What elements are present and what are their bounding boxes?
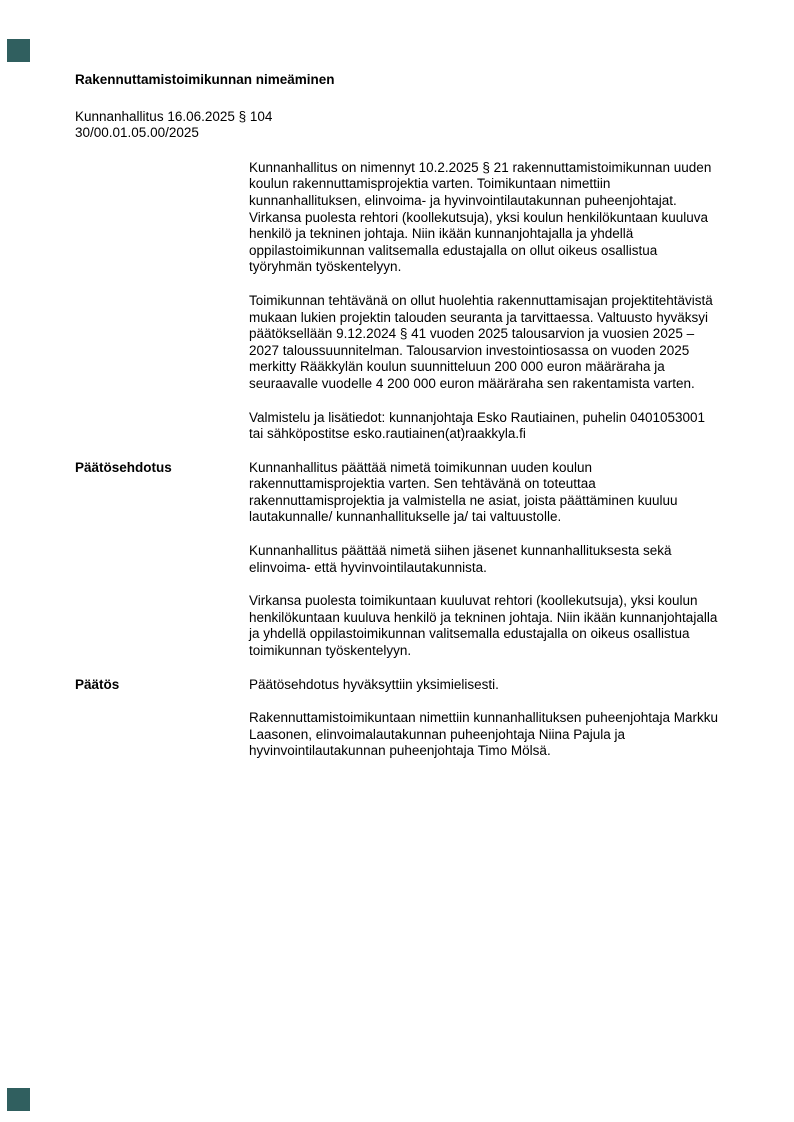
section-body-paatos [249,677,720,777]
section-label-paatos: Päätös [75,676,120,692]
section-intro [75,160,720,460]
diary-number: 30/00.01.05.00/2025 [75,125,199,141]
section-paatos [75,677,720,777]
paragraph: Kunnanhallitus on nimennyt 10.2.2025 § 21 rakennuttamistoimikunnan uuden koulun rakennuttamisprojektia varten. Toimikuntaan nimettiin kunnanhallituksen, elinvoima- ja hyvinvointilautakunnan puheenjohtajat. Virkansa puolesta rehtori (koollekutsuja), yksi koulun henkilökuntaan kuuluva henkilö ja tekninen johtaja. Niin ikään kunnanjohtajalla ja yhdellä oppilastoimikunnan valitsemalla edustajalla on ollut oikeus osallistua työryhmän työskentelyyn. [249,159,712,275]
paragraph: Rakennuttamistoimikuntaan nimettiin kunnanhallituksen puheenjohtaja Markku Laasonen, elinvoimalautakunnan puheenjohtaja Niina Pajula ja hyvinvointilautakunnan puheenjohtaja Timo Mölsä. [249,710,719,759]
scan-mark-bottom [7,1088,30,1111]
section-paatosehdotus [75,460,720,677]
section-body-paatosehdotus [249,460,720,677]
meeting-reference: Kunnanhallitus 16.06.2025 § 104 [75,108,273,124]
paragraph: Virkansa puolesta toimikuntaan kuuluvat rehtori (koollekutsuja), yksi koulun henkilökuntaan kuuluva henkilö ja tekninen johtaja. Niin ikään kunnanjohtajalla ja yhdellä oppilastoimikunnan valitsemalla edustajalla on oikeus osallistua toimikunnan työskentelyyn. [249,593,718,659]
paragraph: Kunnanhallitus päättää nimetä toimikunnan uuden koulun rakennuttamisprojektia varten. Sen tehtävänä on toteuttaa rakennuttamisprojektia ja valmistella ne asiat, joista päättäminen kuuluu lautakunnalle/ kunnanhallitukselle ja/ tai valtuustolle. [249,459,678,525]
scan-mark-top [7,39,30,62]
paragraph: Päätösehdotus hyväksyttiin yksimielisesti. [249,676,499,692]
page-title: Rakennuttamistoimikunnan nimeäminen [75,72,335,87]
sections [75,160,720,777]
section-label-paatosehdotus: Päätösehdotus [75,459,172,475]
paragraph: Kunnanhallitus päättää nimetä siihen jäsenet kunnanhallituksesta sekä elinvoima- että hyvinvointilautakunnista. [249,543,672,575]
paragraph-contact-info: Valmistelu ja lisätiedot: kunnanjohtaja Esko Rautiainen, puhelin 0401053001 tai sähköpostitse esko.rautiainen(at)raakkyla.fi [249,409,706,442]
paragraph: Toimikunnan tehtävänä on ollut huolehtia rakennuttamisajan projektitehtävistä mukaan lukien projektin talouden seuranta ja tarvittaessa. Valtuusto hyväksyi päätöksellään 9.12.2024 § 41 vuoden 2025 talousarvion ja vuosien 2025 – 2027 taloussuunnitelman. Talousarvion investointiosassa on vuoden 2025 merkitty Rääkkylän koulun suunnitteluun 200 000 euron määräraha ja seuraavalle vuodelle 4 200 000 euron määräraha sen rakentamista varten. [249,292,713,391]
section-body-intro [249,160,720,460]
document-content [75,72,720,777]
